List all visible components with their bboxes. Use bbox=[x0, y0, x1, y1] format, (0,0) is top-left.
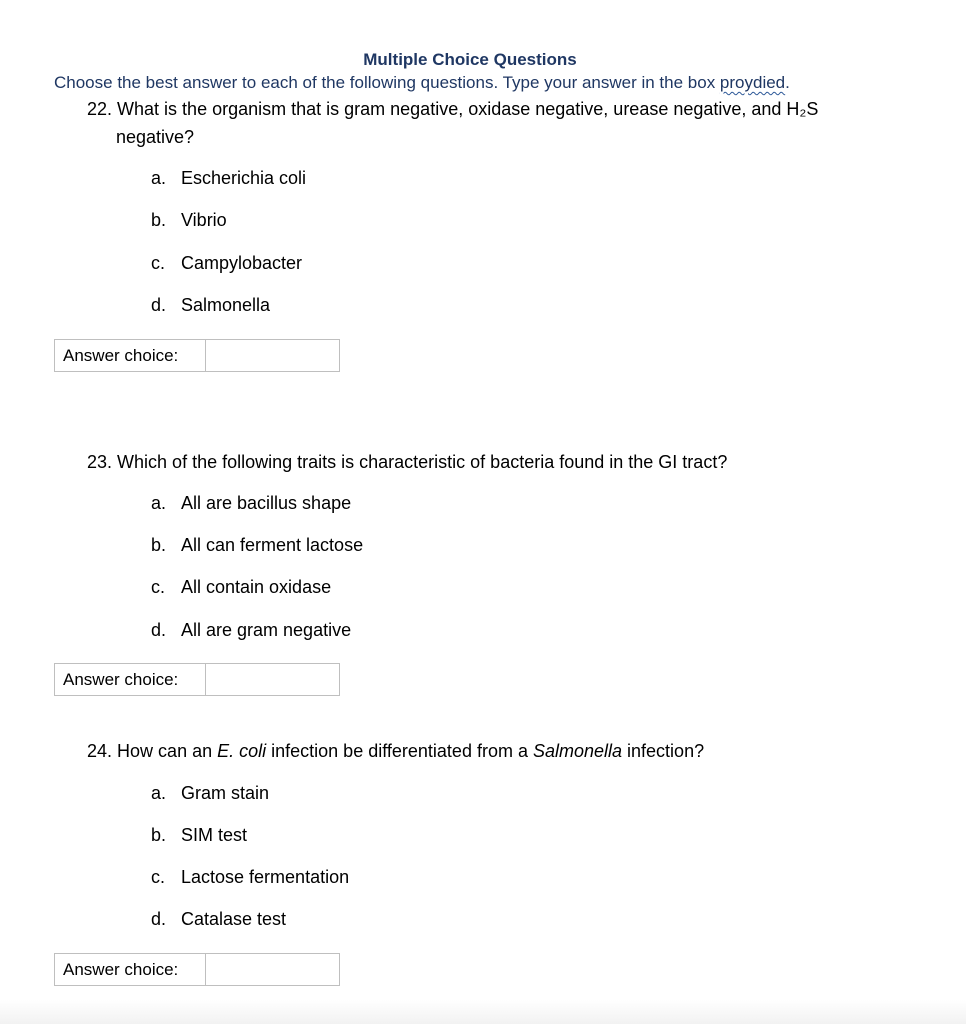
option-23-b bbox=[151, 535, 363, 556]
page-bottom-shadow bbox=[0, 1000, 966, 1024]
misspelled-word[interactable]: proydied bbox=[719, 73, 786, 92]
option-22-c bbox=[151, 253, 302, 274]
question-text-italic1: E. coli bbox=[217, 741, 267, 761]
option-letter: c. bbox=[151, 867, 166, 887]
option-text: Escherichia coli bbox=[181, 168, 307, 188]
option-24-a bbox=[151, 783, 269, 804]
question-24-text bbox=[87, 738, 704, 764]
answer-input-22[interactable] bbox=[206, 340, 339, 371]
instructions-period: . bbox=[785, 73, 790, 92]
answer-input-23[interactable] bbox=[206, 664, 339, 695]
answer-label: Answer choice: bbox=[55, 954, 206, 985]
question-22-text bbox=[87, 96, 818, 122]
option-23-c bbox=[151, 577, 331, 598]
answer-box-22 bbox=[54, 339, 340, 372]
option-text: Lactose fermentation bbox=[181, 867, 350, 887]
question-number: 23. bbox=[87, 452, 113, 472]
option-23-d bbox=[151, 620, 351, 641]
question-22-text-line2: negative? bbox=[116, 127, 195, 147]
option-letter: a. bbox=[151, 168, 167, 188]
option-letter: c. bbox=[151, 253, 166, 273]
answer-input-24[interactable] bbox=[206, 954, 339, 985]
option-letter: a. bbox=[151, 493, 167, 513]
question-number: 22. bbox=[87, 99, 113, 119]
question-text-part2: infection be differentiated from a bbox=[266, 741, 533, 761]
instructions-text: Choose the best answer to each of the following questions. Type your answer in the box bbox=[54, 73, 720, 92]
option-22-b bbox=[151, 210, 227, 231]
option-letter: d. bbox=[151, 909, 167, 929]
instructions bbox=[54, 73, 790, 93]
option-text: Catalase test bbox=[181, 909, 287, 929]
option-letter: a. bbox=[151, 783, 167, 803]
option-letter: d. bbox=[151, 295, 167, 315]
option-24-c bbox=[151, 867, 349, 888]
question-number: 24. bbox=[87, 741, 113, 761]
page-title: Multiple Choice Questions bbox=[363, 50, 577, 69]
option-letter: b. bbox=[151, 825, 167, 845]
option-24-b bbox=[151, 825, 247, 846]
question-text: Which of the following traits is characteristic of bacteria found in the GI tract? bbox=[117, 452, 728, 472]
answer-label: Answer choice: bbox=[55, 340, 206, 371]
option-text: All contain oxidase bbox=[181, 577, 332, 597]
option-23-a bbox=[151, 493, 351, 514]
option-text: Campylobacter bbox=[181, 253, 303, 273]
option-24-d bbox=[151, 909, 286, 930]
question-text-part1: How can an bbox=[117, 741, 218, 761]
answer-label: Answer choice: bbox=[55, 664, 206, 695]
answer-box-23 bbox=[54, 663, 340, 696]
option-letter: b. bbox=[151, 535, 167, 555]
question-23-text bbox=[87, 449, 727, 475]
question-text-part3: infection? bbox=[622, 741, 705, 761]
option-text: SIM test bbox=[181, 825, 248, 845]
question-text-italic2: Salmonella bbox=[532, 741, 623, 761]
option-22-a bbox=[151, 168, 306, 189]
option-letter: d. bbox=[151, 620, 167, 640]
option-text: All can ferment lactose bbox=[181, 535, 364, 555]
option-22-d bbox=[151, 295, 270, 316]
question-text-line1: What is the organism that is gram negative, oxidase negative, urease negative, and H₂S bbox=[117, 99, 819, 119]
option-text: Vibrio bbox=[181, 210, 227, 230]
option-text: All are bacillus shape bbox=[181, 493, 352, 513]
option-letter: c. bbox=[151, 577, 166, 597]
option-letter: b. bbox=[151, 210, 167, 230]
option-text: Gram stain bbox=[181, 783, 270, 803]
option-text: All are gram negative bbox=[181, 620, 352, 640]
option-text: Salmonella bbox=[181, 295, 271, 315]
answer-box-24 bbox=[54, 953, 340, 986]
